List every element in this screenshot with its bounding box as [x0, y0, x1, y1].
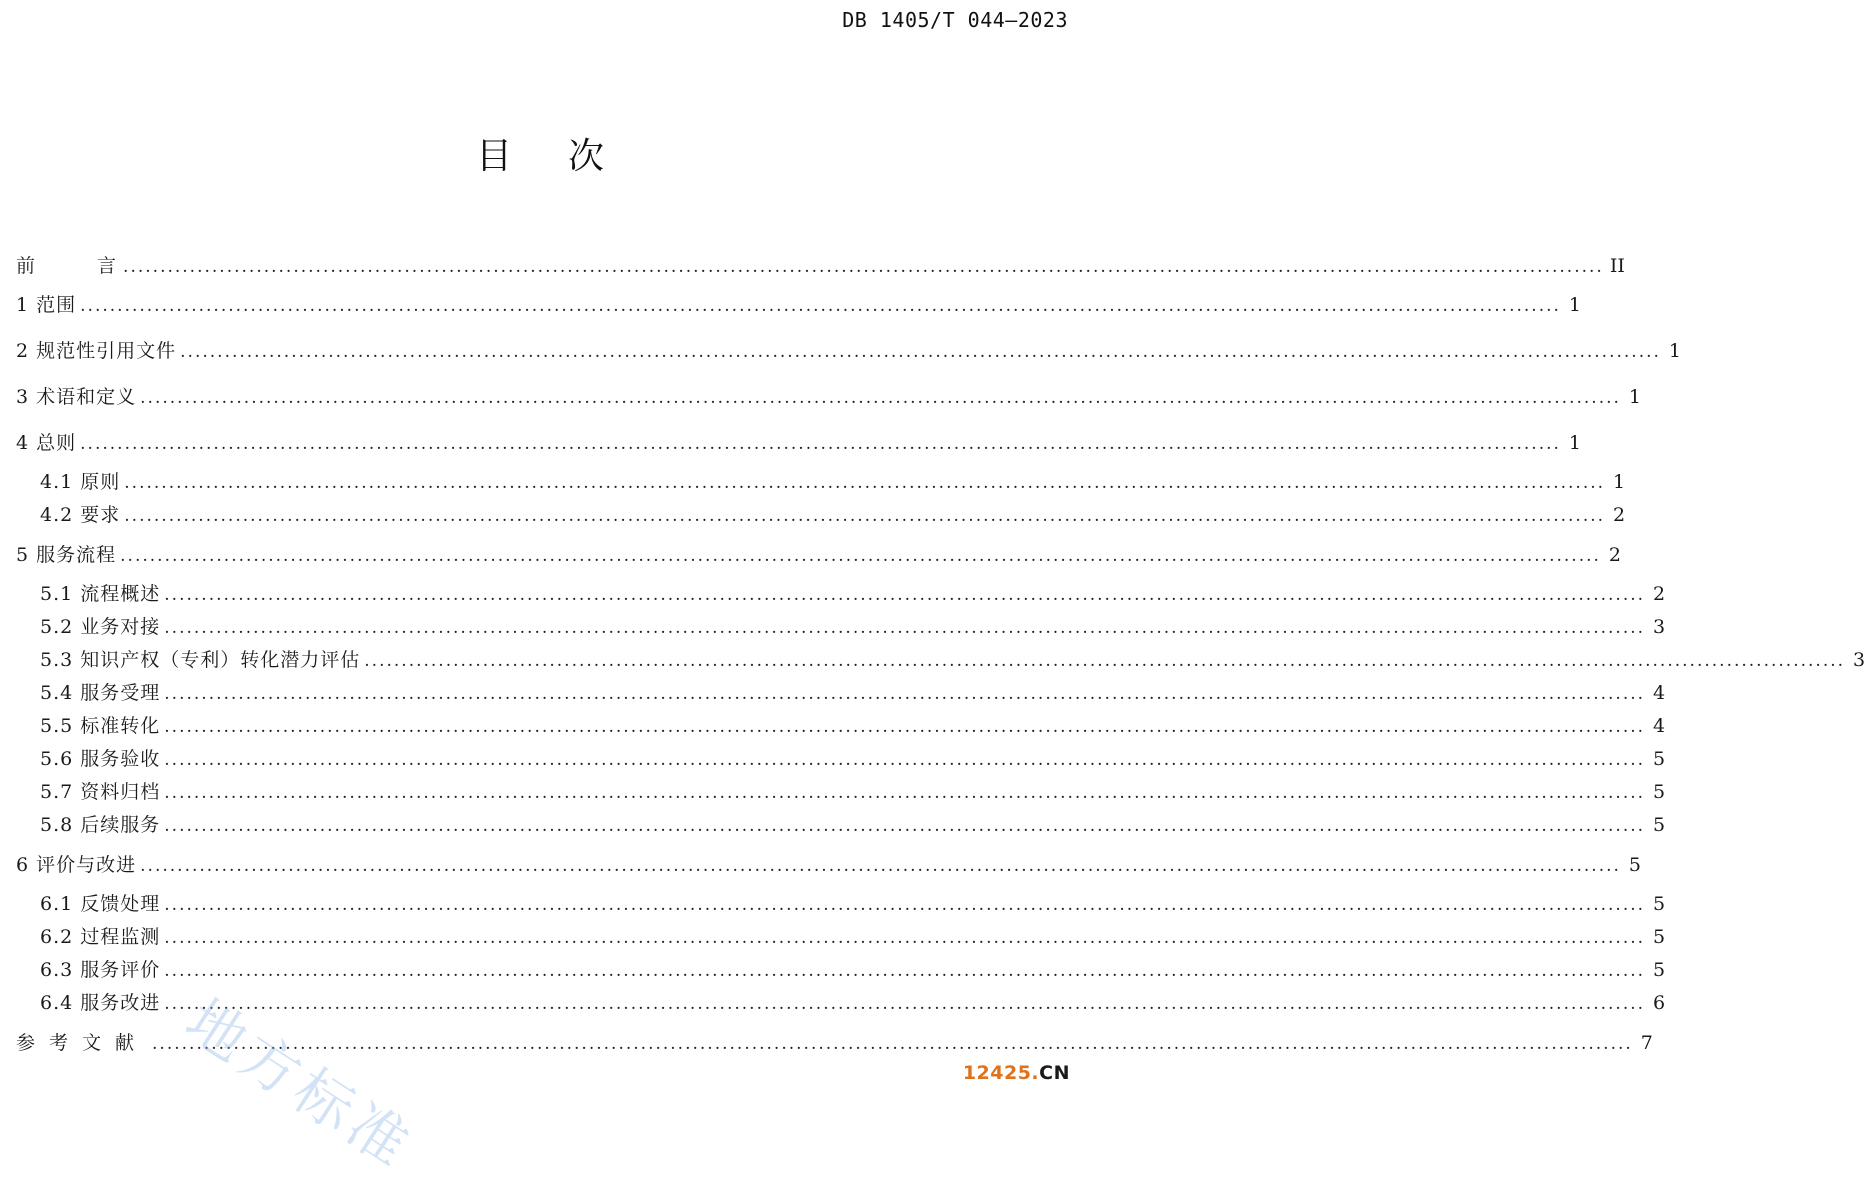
toc-dot-leader: ........................................................................................................................................................................................................	[364, 651, 1846, 671]
toc-entry-page-number: 1	[1668, 340, 1681, 362]
watermark: 地方标准	[173, 985, 426, 1183]
toc-entry-label: 6.3 服务评价	[40, 959, 161, 981]
toc-entry-page-number: 5	[1652, 926, 1666, 948]
toc-entry[interactable]	[16, 532, 1621, 578]
toc-entry[interactable]	[16, 888, 1666, 921]
toc-entry-page-number: 6	[1652, 992, 1666, 1014]
toc-entry[interactable]	[16, 743, 1666, 776]
toc-entry[interactable]	[16, 644, 1865, 677]
toc-entry-label: 5 服务流程	[16, 544, 117, 566]
toc-entry[interactable]	[16, 328, 1681, 374]
toc-entry-page-number: 3	[1652, 616, 1666, 638]
toc-entry-page-number: 3	[1852, 649, 1865, 671]
toc-dot-leader: ........................................................................................................................................................................................................	[164, 816, 1646, 836]
toc-dot-leader: ........................................................................................................................................................................................................	[140, 856, 1621, 876]
toc-entry-page-number: II	[1609, 255, 1625, 277]
toc-entry[interactable]	[16, 1020, 1653, 1066]
toc-entry-page-number: 4	[1652, 682, 1666, 704]
toc-entry-page-number: 5	[1652, 781, 1666, 803]
toc-entry[interactable]	[16, 677, 1666, 710]
toc-entry-page-number: 1	[1628, 386, 1641, 408]
toc-entry-page-number: 1	[1612, 471, 1626, 493]
toc-entry-label: 5.7 资料归档	[40, 781, 161, 803]
toc-entry[interactable]	[16, 809, 1666, 842]
toc-entry-label: 6.1 反馈处理	[40, 893, 161, 915]
toc-entry-page-number: 5	[1652, 814, 1666, 836]
toc-entry-label: 5.2 业务对接	[40, 616, 161, 638]
toc-dot-leader: ........................................................................................................................................................................................................	[80, 296, 1561, 316]
toc-entry-label: 5.6 服务验收	[40, 748, 161, 770]
site-logo-number: 12425	[962, 1062, 1032, 1084]
toc-entry[interactable]	[16, 578, 1666, 611]
site-logo-tld: CN	[1039, 1062, 1070, 1084]
toc-entry-label: 6 评价与改进	[16, 854, 137, 876]
toc-dot-leader: ........................................................................................................................................................................................................	[124, 506, 1606, 526]
toc-dot-leader: ........................................................................................................................................................................................................	[164, 961, 1646, 981]
toc-entry[interactable]	[16, 954, 1666, 987]
toc-entry-label: 参考文献	[16, 1032, 149, 1054]
toc-entry[interactable]	[16, 921, 1666, 954]
toc-entry-label: 前 言	[16, 255, 120, 277]
toc-entry[interactable]	[16, 776, 1666, 809]
toc-dot-leader: ........................................................................................................................................................................................................	[124, 473, 1606, 493]
page-title: 目次	[475, 136, 660, 177]
toc-entry-page-number: 2	[1608, 544, 1621, 566]
toc-entry[interactable]	[16, 710, 1666, 743]
toc-dot-leader: ........................................................................................................................................................................................................	[120, 546, 1601, 566]
toc-dot-leader: ........................................................................................................................................................................................................	[140, 388, 1621, 408]
site-logo-dot: .	[1031, 1062, 1040, 1084]
toc-entry-label: 5.3 知识产权（专利）转化潜力评估	[40, 649, 361, 671]
toc-dot-leader: ........................................................................................................................................................................................................	[164, 618, 1646, 638]
toc-entry[interactable]	[16, 611, 1666, 644]
toc-entry-label: 5.4 服务受理	[40, 682, 161, 704]
toc-dot-leader: ........................................................................................................................................................................................................	[164, 750, 1646, 770]
toc-dot-leader: ........................................................................................................................................................................................................	[180, 342, 1661, 362]
toc-entry-label: 5.8 后续服务	[40, 814, 161, 836]
toc-entry-page-number: 2	[1652, 583, 1666, 605]
toc-dot-leader: ........................................................................................................................................................................................................	[164, 928, 1646, 948]
site-logo	[963, 1062, 1070, 1084]
toc-dot-leader: ........................................................................................................................................................................................................	[164, 717, 1646, 737]
toc-dot-leader: ........................................................................................................................................................................................................	[164, 895, 1646, 915]
toc-dot-leader: ........................................................................................................................................................................................................	[164, 994, 1646, 1014]
toc-entry-page-number: 5	[1652, 748, 1666, 770]
toc-entry[interactable]	[16, 842, 1641, 888]
toc-entry-label: 5.1 流程概述	[40, 583, 161, 605]
toc-dot-leader: ........................................................................................................................................................................................................	[164, 684, 1646, 704]
toc-entry-page-number: 5	[1628, 854, 1641, 876]
toc-entry[interactable]	[16, 282, 1581, 328]
toc-dot-leader: ........................................................................................................................................................................................................	[152, 1034, 1633, 1054]
toc-entry-label: 3 术语和定义	[16, 386, 137, 408]
toc-entry-label: 4.2 要求	[40, 504, 121, 526]
toc-entry-page-number: 2	[1612, 504, 1626, 526]
toc-entry[interactable]	[16, 987, 1666, 1020]
document-code: DB 1405/T 044—2023	[842, 8, 1068, 32]
toc-entry[interactable]	[16, 420, 1581, 466]
toc-entry-page-number: 5	[1652, 959, 1666, 981]
toc-dot-leader: ........................................................................................................................................................................................................	[80, 434, 1561, 454]
toc-entry-label: 2 规范性引用文件	[16, 340, 177, 362]
toc-entry-page-number: 1	[1568, 294, 1581, 316]
toc-entry-label: 5.5 标准转化	[40, 715, 161, 737]
toc-entry[interactable]	[16, 499, 1626, 532]
toc-entry-label: 4 总则	[16, 432, 77, 454]
toc-entry[interactable]	[16, 250, 1625, 282]
toc-entry-label: 1 范围	[16, 294, 77, 316]
toc-entry-page-number: 4	[1652, 715, 1666, 737]
table-of-contents	[16, 250, 1865, 1066]
toc-dot-leader: ........................................................................................................................................................................................................	[164, 585, 1646, 605]
toc-entry-page-number: 7	[1640, 1032, 1653, 1054]
toc-entry-label: 6.4 服务改进	[40, 992, 161, 1014]
toc-dot-leader: ........................................................................................................................................................................................................	[164, 783, 1646, 803]
toc-entry-page-number: 5	[1652, 893, 1666, 915]
toc-entry-page-number: 1	[1568, 432, 1581, 454]
toc-entry[interactable]	[16, 374, 1641, 420]
toc-entry[interactable]	[16, 466, 1626, 499]
toc-entry-label: 6.2 过程监测	[40, 926, 161, 948]
toc-entry-label: 4.1 原则	[40, 471, 121, 493]
toc-dot-leader: ........................................................................................................................................................................................................	[123, 257, 1604, 277]
